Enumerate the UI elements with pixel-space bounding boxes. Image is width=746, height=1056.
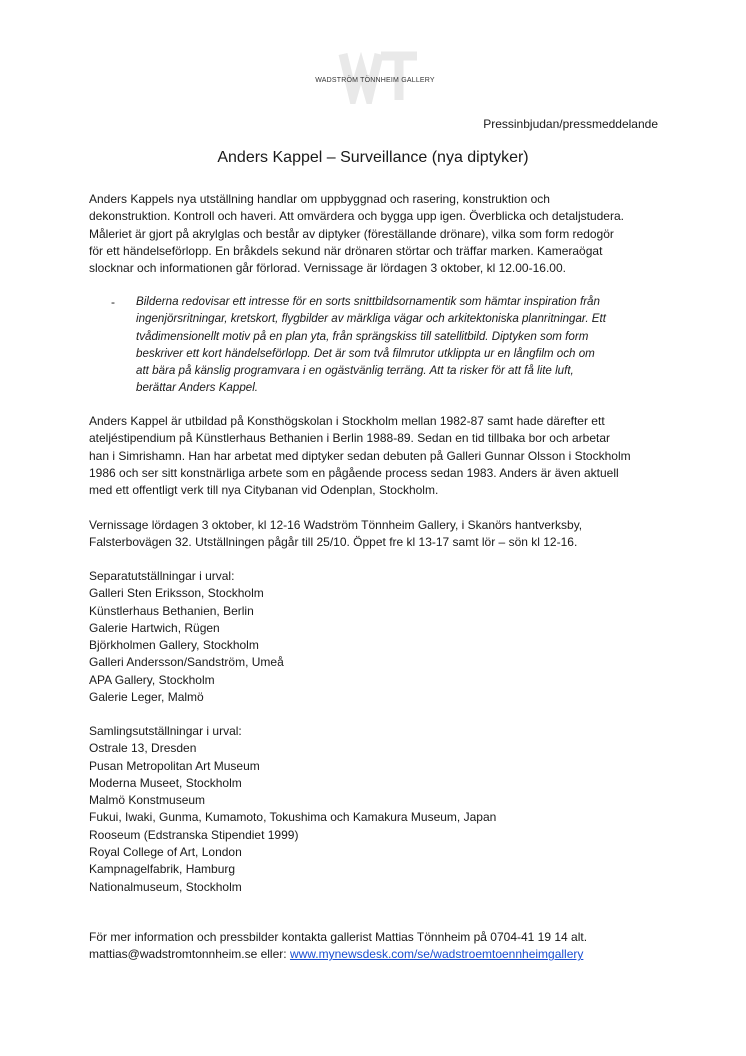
solo-exhibitions-heading: Separatutställningar i urval: <box>89 569 235 583</box>
text-line: med ett offentligt verk till nya Citybanan vid Odenplan, Stockholm. <box>89 483 439 498</box>
text-line: han i Simrishamn. Han har arbetat med diptyker sedan debuten på Galleri Gunnar Olsson i Stockholm <box>89 448 631 463</box>
quote-bullet-dash: - <box>111 295 115 309</box>
text-line: slocknar och informationen går förlorad. Vernissage är lördagen 3 oktober, kl 12.00-16.00. <box>89 261 566 276</box>
text-line: för ett händelseförlopp. En bråkdels sekund när drönaren störtar och träffar marken. Kameraögat <box>89 243 603 258</box>
bio-paragraph <box>89 413 679 499</box>
text-line: ateljéstipendium på Künstlerhaus Bethanien i Berlin 1988-89. Sedan en tid tillbaka bor och arbetar <box>89 431 611 446</box>
contact-line <box>89 946 587 963</box>
text-line: Anders Kappel är utbildad på Konsthögskolan i Stockholm mellan 1982-87 samt hade därefter ett <box>89 414 605 428</box>
list-item: Pusan Metropolitan Art Museum <box>89 758 260 773</box>
list-item: Galerie Leger, Malmö <box>89 690 204 705</box>
text-line: Anders Kappels nya utställning handlar om uppbyggnad och rasering, konstruktion och <box>89 192 550 206</box>
document-type-label: Pressinbjudan/pressmeddelande <box>483 117 658 131</box>
list-item: Royal College of Art, London <box>89 845 242 860</box>
list-item: Moderna Museet, Stockholm <box>89 775 242 790</box>
list-item: Kampnagelfabrik, Hamburg <box>89 862 236 877</box>
mynewsdesk-link[interactable]: www.mynewsdesk.com/se/wadstroemtoennheimgallery <box>289 947 584 962</box>
list-item: APA Gallery, Stockholm <box>89 672 215 687</box>
quote-line: beskriver ett kort händelseförlopp. Det är som två filmrutor utklippta ur en långfilm och om <box>136 346 595 360</box>
text-line: 1986 och ser sitt konstnärliga arbete som en pågående process sedan 1983. Anders är även aktuell <box>89 465 619 480</box>
contact-email: mattias@wadstromtonnheim.se eller: <box>89 947 290 962</box>
gallery-logo <box>295 50 455 104</box>
list-item: Nationalmuseum, Stockholm <box>89 879 242 894</box>
artist-quote <box>136 293 676 397</box>
list-item: Rooseum (Edstranska Stipendiet 1999) <box>89 827 299 842</box>
intro-paragraph <box>89 191 679 277</box>
list-item: Malmö Konstmuseum <box>89 793 206 808</box>
logo-text: WADSTRÖM TÖNNHEIM GALLERY <box>315 77 435 84</box>
list-item: Ostrale 13, Dresden <box>89 741 197 756</box>
quote-line: Bilderna redovisar ett intresse för en sorts snittbildsornamentik som hämtar inspiration från <box>136 295 600 308</box>
quote-line: att bära på känslig programvara i en ogästvänlig terräng. Att ta risker för att få lite luft, <box>136 364 574 378</box>
quote-line: berättar Anders Kappel. <box>136 381 259 395</box>
text-line: Måleriet är gjort på akrylglas och består av diptyker (föreställande drönare), vilka som form redogör <box>89 226 614 241</box>
text-line: Falsterbovägen 32. Utställningen pågår till 25/10. Öppet fre kl 13-17 samt lör – sön kl 12-16. <box>89 535 578 550</box>
quote-line: ingenjörsritningar, kretskort, flygbilder av märkliga vägar och arkitektoniska planritningar. Ett <box>136 312 606 326</box>
list-item: Galleri Sten Eriksson, Stockholm <box>89 586 264 601</box>
list-item: Galleri Andersson/Sandström, Umeå <box>89 655 284 670</box>
contact-line: För mer information och pressbilder kontakta gallerist Mattias Tönnheim på 0704-41 19 14 alt. <box>89 930 588 944</box>
list-item: Björkholmen Gallery, Stockholm <box>89 638 259 653</box>
list-item: Fukui, Iwaki, Gunma, Kumamoto, Tokushima och Kamakura Museum, Japan <box>89 810 497 825</box>
list-item: Galerie Hartwich, Rügen <box>89 620 220 635</box>
list-item: Künstlerhaus Bethanien, Berlin <box>89 603 254 618</box>
text-line: dekonstruktion. Kontroll och haveri. Att omvärdera och bygga upp igen. Överblicka och detaljstudera. <box>89 209 624 224</box>
solo-exhibitions-list <box>89 568 284 706</box>
group-exhibitions-heading: Samlingsutställningar i urval: <box>89 724 242 738</box>
group-exhibitions-list <box>89 723 496 896</box>
contact-info <box>89 929 587 964</box>
vernissage-paragraph <box>89 517 679 552</box>
text-line: Vernissage lördagen 3 oktober, kl 12-16 Wadström Tönnheim Gallery, i Skanörs hantverksby, <box>89 518 583 532</box>
page-title: Anders Kappel – Surveillance (nya diptyker) <box>217 149 529 166</box>
quote-line: tvådimensionellt motiv på en plan yta, från sprängskiss till satellitbild. Diptyken som form <box>136 329 589 343</box>
